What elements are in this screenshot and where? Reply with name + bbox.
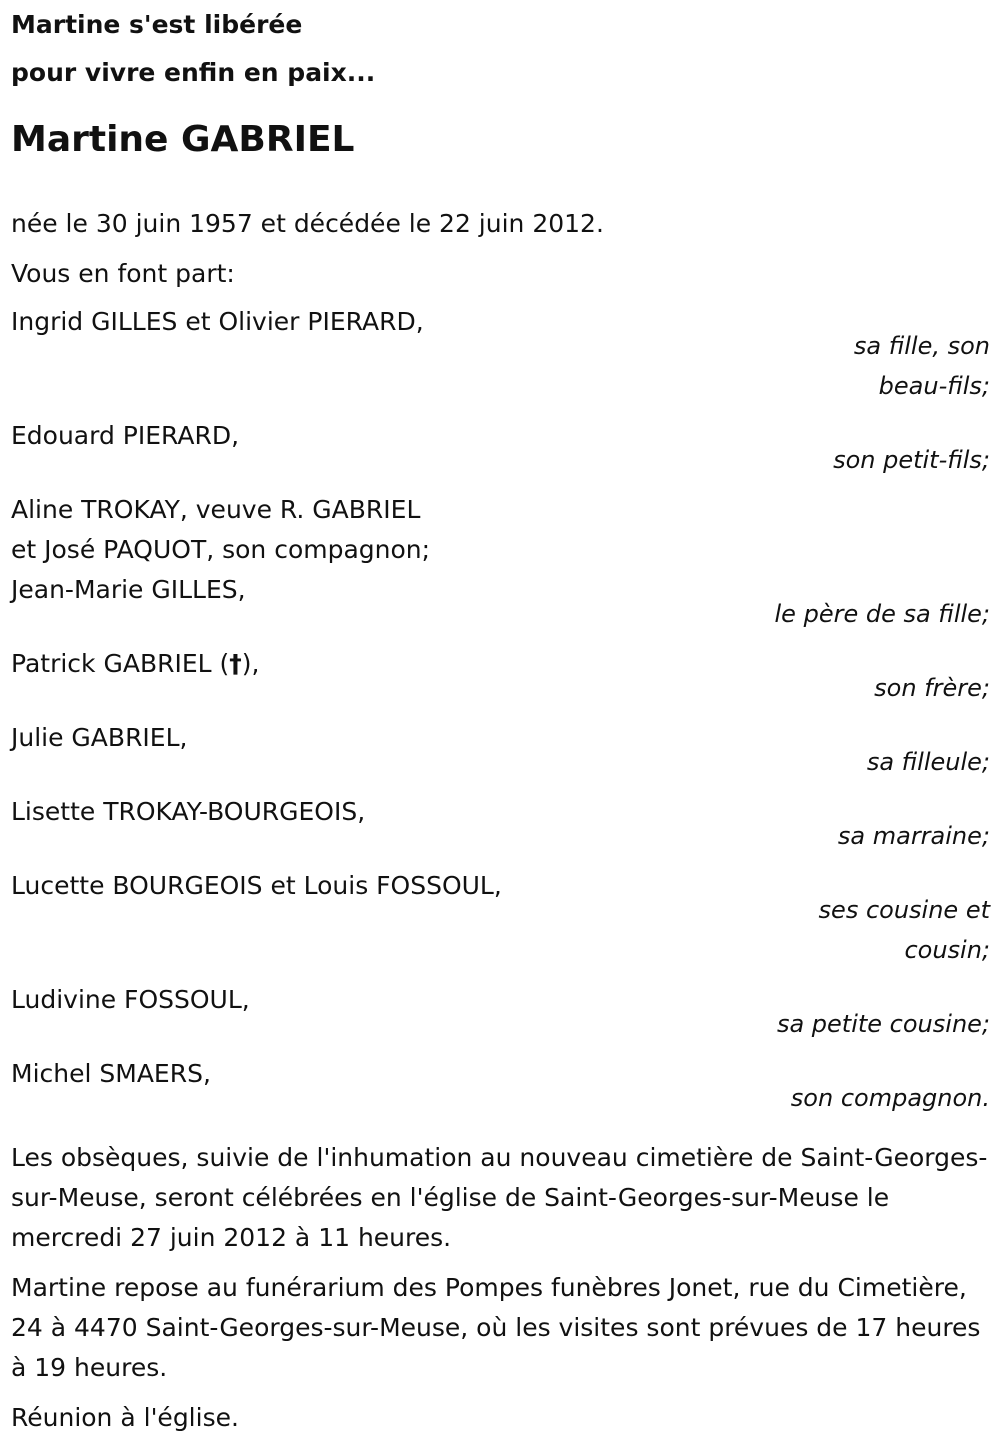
family-member-name-end: ), — [241, 649, 260, 678]
list-item — [11, 416, 990, 480]
family-member-name-continued: et José PAQUOT, son compagnon; — [11, 535, 431, 564]
family-member-name: Ingrid GILLES et Olivier PIERARD, — [11, 307, 424, 336]
family-member-role: sa marraine; — [837, 822, 990, 850]
list-item — [11, 644, 990, 708]
cross-icon: † — [229, 649, 242, 678]
list-item — [11, 718, 990, 782]
family-member-role: le père de sa fille; — [774, 600, 990, 628]
rest-paragraph: Martine repose au funérarium des Pompes funèbres Jonet, rue du Cimetière, 24 à 4470 Saint-Georges-sur-Meuse, où les visites sont prévues de 17 heures à 19 heures. — [11, 1273, 981, 1382]
dates-line: née le 30 juin 1957 et décédée le 22 juin 2012. — [11, 209, 604, 238]
family-member-role: sa filleule; — [866, 748, 990, 776]
family-member-role: son petit-fils; — [833, 446, 990, 474]
family-list — [11, 302, 990, 1118]
funeral-paragraph: Les obsèques, suivie de l'inhumation au nouveau cimetière de Saint-Georges-sur-Meuse, seront célébrées en l'église de Saint-Georges-sur-Meuse le mercredi 27 juin 2012 à 11 heures. — [11, 1143, 988, 1252]
list-item — [11, 490, 990, 570]
family-member-name: Lucette BOURGEOIS et Louis FOSSOUL, — [11, 871, 502, 900]
family-member-name: Aline TROKAY, veuve R. GABRIEL — [11, 495, 421, 524]
family-member-name: Lisette TROKAY-BOURGEOIS, — [11, 797, 366, 826]
family-member-role: son frère; — [874, 674, 990, 702]
announce-line: Vous en font part: — [11, 259, 235, 288]
list-item — [11, 980, 990, 1044]
family-member-role: sa fille, son beau-fils; — [853, 332, 990, 400]
list-item — [11, 1054, 990, 1118]
family-member-role: son compagnon. — [790, 1084, 990, 1112]
list-item — [11, 792, 990, 856]
family-member-name: Edouard PIERARD, — [11, 421, 240, 450]
family-member-name: Jean-Marie GILLES, — [11, 575, 246, 604]
intro-line-2: pour vivre enfin en paix... — [11, 58, 376, 87]
family-member-role: sa petite cousine; — [776, 1010, 990, 1038]
family-member-name: Julie GABRIEL, — [11, 723, 188, 752]
family-member-name: Ludivine FOSSOUL, — [11, 985, 250, 1014]
family-member-name: Michel SMAERS, — [11, 1059, 211, 1088]
family-member-role: ses cousine et cousin; — [818, 896, 990, 964]
deceased-name: Martine GABRIEL — [11, 119, 355, 160]
intro-quote — [11, 0, 990, 98]
list-item — [11, 866, 990, 970]
intro-line-1: Martine s'est libérée — [11, 10, 303, 39]
family-member-name: Patrick GABRIEL ( — [11, 649, 230, 678]
list-item — [11, 302, 990, 406]
meeting-line: Réunion à l'église. — [11, 1403, 239, 1432]
list-item — [11, 570, 990, 634]
